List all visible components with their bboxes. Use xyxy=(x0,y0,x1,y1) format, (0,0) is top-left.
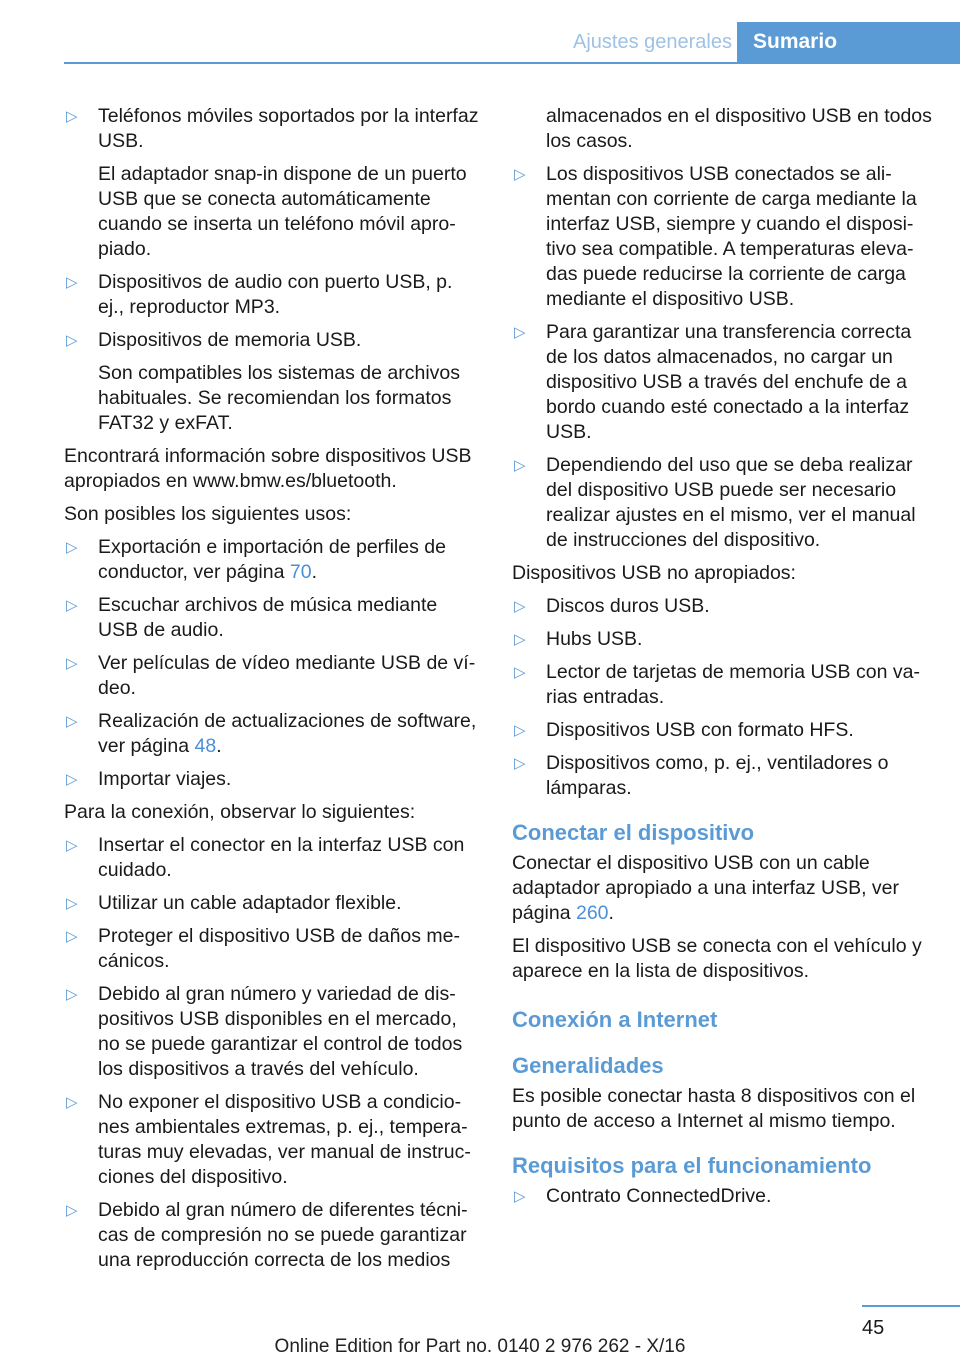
left-column xyxy=(64,104,482,1281)
continued-text: almacenados en el dispositivo USB en todos los casos. xyxy=(546,105,932,152)
paragraph: Para la conexión, observar lo siguientes: xyxy=(64,801,416,823)
triangle-bullet-icon: ▷ xyxy=(66,1094,78,1111)
page-link[interactable]: 260 xyxy=(575,902,609,924)
triangle-bullet-icon: ▷ xyxy=(514,457,526,474)
list-item: ▷ Los dispositivos USB conectados se alimentan con corriente de carga mediante la interfaz USB, siempre y cuando el dispositivo sea compatible. A temperaturas elevadas puede reducirse la corriente de carga mediante el dispositivo USB. xyxy=(514,163,917,310)
page-link[interactable]: 48 xyxy=(194,735,217,757)
list-item: ▷ Lector de tarjetas de memoria USB con varias entradas. xyxy=(514,661,920,708)
paragraph: El dispositivo USB se conecta con el vehículo y aparece en la lista de dispositivos. xyxy=(512,935,922,982)
list-item: ▷ Utilizar un cable adaptador flexible. xyxy=(66,892,402,914)
triangle-bullet-icon: ▷ xyxy=(66,332,78,349)
triangle-bullet-icon: ▷ xyxy=(66,108,78,125)
list-item: ▷ Ver películas de vídeo mediante USB de vídeo. xyxy=(66,652,476,699)
list-item: ▷ Dispositivos como, p. ej., ventiladores o lámparas. xyxy=(514,752,889,799)
list-item: ▷ Realización de actualizaciones de software, ver página 48. xyxy=(66,710,477,757)
triangle-bullet-icon: ▷ xyxy=(66,928,78,945)
list-item: ▷ Dispositivos de memoria USB. Son compatibles los sistemas de archivos habituales. Se recomiendan los formatos FAT32 y exFAT. xyxy=(66,329,460,434)
list-item: ▷ Discos duros USB. xyxy=(514,595,710,617)
list-item: ▷ Contrato ConnectedDrive. xyxy=(514,1185,772,1207)
triangle-bullet-icon: ▷ xyxy=(66,274,78,291)
page-number: 45 xyxy=(862,1317,885,1339)
list-item: ▷ Hubs USB. xyxy=(514,628,643,650)
heading-internet: Conexión a Internet xyxy=(512,1007,718,1032)
list-item: ▷ Importar viajes. xyxy=(66,768,232,790)
page-link[interactable]: 70 xyxy=(289,561,312,583)
triangle-bullet-icon: ▷ xyxy=(514,722,526,739)
triangle-bullet-icon: ▷ xyxy=(66,837,78,854)
header-rule xyxy=(64,62,960,64)
heading-general: Generalidades xyxy=(512,1053,664,1078)
paragraph: Son posibles los siguientes usos: xyxy=(64,503,352,525)
triangle-bullet-icon: ▷ xyxy=(66,655,78,672)
list-item: ▷ Debido al gran número de diferentes técnicas de compresión no se puede garantizar una reproducción correcta de los medios xyxy=(66,1199,468,1271)
triangle-bullet-icon: ▷ xyxy=(66,539,78,556)
list-item: ▷ Escuchar archivos de música mediante USB de audio. xyxy=(66,594,438,641)
triangle-bullet-icon: ▷ xyxy=(514,598,526,615)
triangle-bullet-icon: ▷ xyxy=(66,597,78,614)
paragraph: Es posible conectar hasta 8 dispositivos con el punto de acceso a Internet al mismo tiempo. xyxy=(512,1085,916,1132)
triangle-bullet-icon: ▷ xyxy=(514,631,526,648)
list-item: ▷ No exponer el dispositivo USB a condiciones ambientales extremas, p. ej., temperaturas muy elevadas, ver manual de instrucciones del dispositivo. xyxy=(66,1091,471,1188)
list-item: ▷ Dispositivos de audio con puerto USB, p. ej., reproductor MP3. xyxy=(66,271,453,318)
list-item: ▷ Exportación e importación de perfiles de conductor, ver página 70. xyxy=(66,536,446,583)
right-column xyxy=(512,104,932,1217)
triangle-bullet-icon: ▷ xyxy=(514,1188,526,1205)
triangle-bullet-icon: ▷ xyxy=(66,713,78,730)
list-item: ▷ Dependiendo del uso que se deba realizar del dispositivo USB puede ser necesario realizar ajustes en el mismo, ver el manual de instrucciones del dispositivo. xyxy=(514,454,916,551)
list-item: ▷ Debido al gran número y variedad de dispositivos USB disponibles en el mercado, no se puede garantizar el control de todos los dispositivos a través del vehículo. xyxy=(66,983,463,1080)
triangle-bullet-icon: ▷ xyxy=(66,1202,78,1219)
triangle-bullet-icon: ▷ xyxy=(514,755,526,772)
list-item: ▷ Proteger el dispositivo USB de daños mecánicos. xyxy=(66,925,461,972)
paragraph: Conectar el dispositivo USB con un cable adaptador apropiado a una interfaz USB, ver página 260. xyxy=(512,852,900,924)
list-item: ▷ Teléfonos móviles soportados por la interfaz USB. El adaptador snap-in dispone de un puerto USB que se conecta automáticamente cuando se inserta un teléfono móvil apropiado. xyxy=(66,105,479,260)
triangle-bullet-icon: ▷ xyxy=(66,771,78,788)
paragraph: Dispositivos USB no apropiados: xyxy=(512,562,796,584)
triangle-bullet-icon: ▷ xyxy=(66,986,78,1003)
heading-requirements: Requisitos para el funcionamiento xyxy=(512,1153,872,1178)
paragraph: Encontrará información sobre dispositivos USB apropiados en www.bmw.es/bluetooth. xyxy=(64,445,472,492)
triangle-bullet-icon: ▷ xyxy=(514,664,526,681)
triangle-bullet-icon: ▷ xyxy=(514,166,526,183)
list-item: ▷ Dispositivos USB con formato HFS. xyxy=(514,719,854,741)
tab-summary[interactable]: Sumario xyxy=(737,22,960,62)
edition-footer: Online Edition for Part no. 0140 2 976 262 - X/16 xyxy=(274,1336,686,1357)
list-item: ▷ Para garantizar una transferencia correcta de los datos almacenados, no cargar un dispositivo USB a través del enchufe de a bordo cuando esté conectado a la interfaz USB. xyxy=(514,321,912,443)
section-title: Ajustes generales xyxy=(573,31,732,53)
triangle-bullet-icon: ▷ xyxy=(66,895,78,912)
heading-connect: Conectar el dispositivo xyxy=(512,820,755,845)
triangle-bullet-icon: ▷ xyxy=(514,324,526,341)
list-item: ▷ Insertar el conector en la interfaz USB con cuidado. xyxy=(66,834,465,881)
footer-rule xyxy=(862,1305,960,1307)
